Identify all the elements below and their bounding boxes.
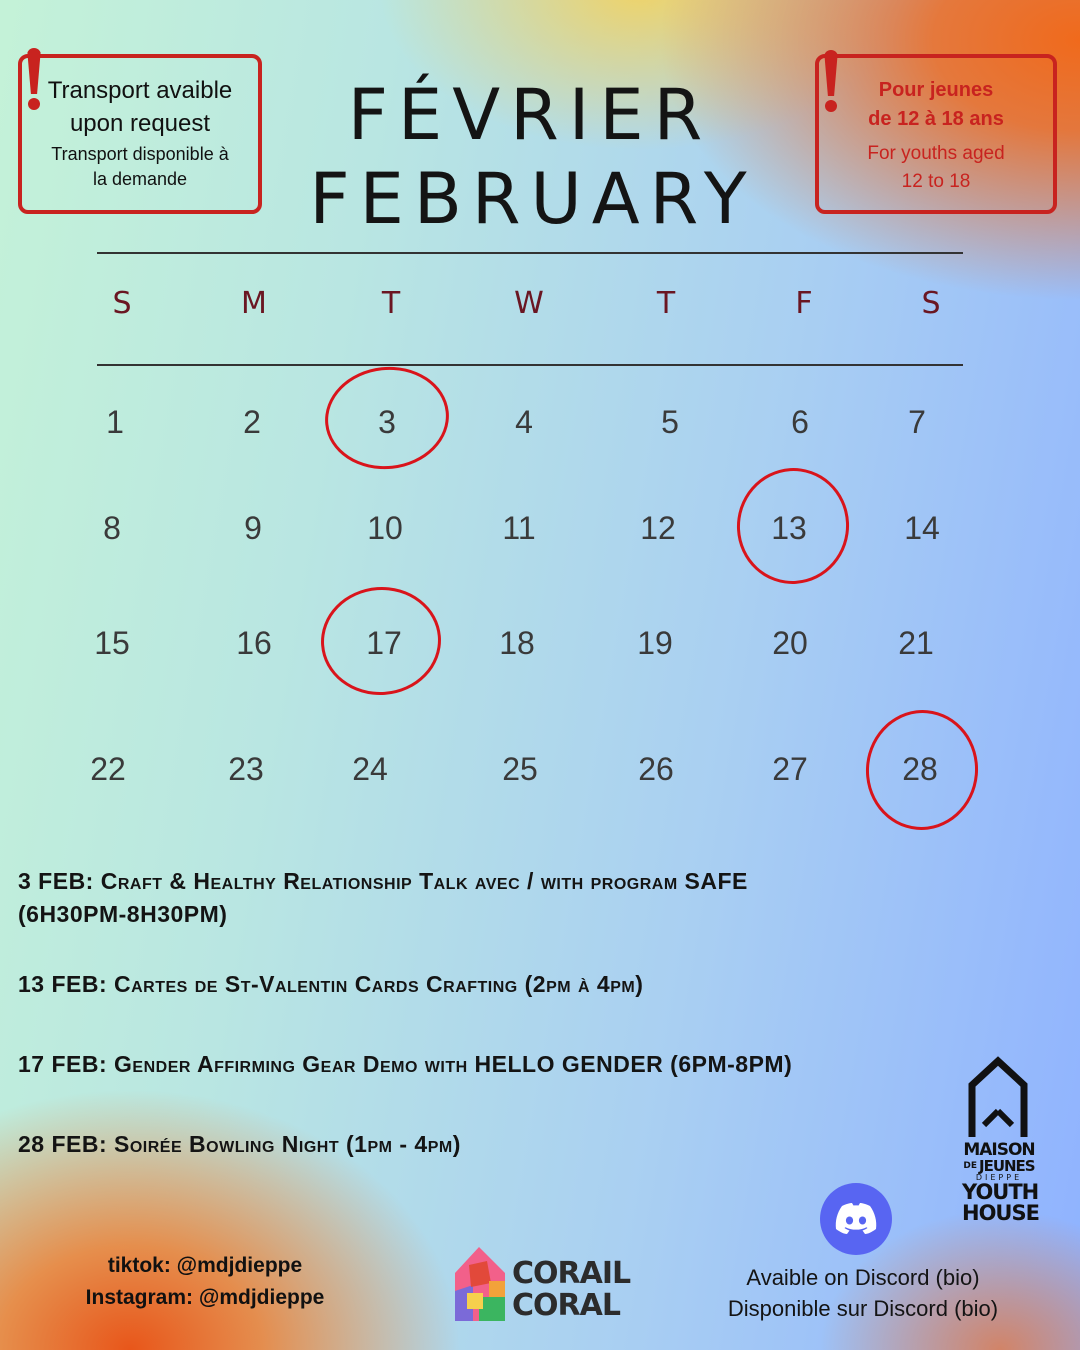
social-handles xyxy=(40,1250,370,1314)
corail-word: CORAIL xyxy=(512,1256,631,1291)
calendar-day: 5 xyxy=(661,404,679,440)
calendar-day: 6 xyxy=(791,404,809,440)
event-title: 28 FEB: Soirée Bowling Night (1pm - 4pm) xyxy=(18,1131,461,1157)
calendar-day: 10 xyxy=(367,510,403,546)
divider xyxy=(97,364,963,366)
calendar-day: 26 xyxy=(638,751,674,787)
calendar-day: 20 xyxy=(772,625,808,661)
discord-info xyxy=(690,1262,1036,1324)
calendar-day: 23 xyxy=(228,751,264,787)
event-item xyxy=(18,968,643,1001)
logo-word: DIEPPE xyxy=(975,1173,1023,1182)
discord-icon[interactable] xyxy=(820,1183,892,1255)
discord-glyph-icon xyxy=(834,1202,878,1236)
logo-word: DE xyxy=(963,1161,977,1171)
logo-word: JEUNES xyxy=(979,1157,1035,1175)
event-title: 17 FEB: Gender Affirming Gear Demo with HELLO GENDER (6PM-8PM) xyxy=(18,1051,793,1077)
notice-line-2: upon request xyxy=(69,110,211,137)
tiktok-handle[interactable]: tiktok: @mdjdieppe xyxy=(107,1254,303,1277)
weekday-saturday: S xyxy=(921,286,941,321)
weekday-monday: M xyxy=(241,286,267,321)
age-line-2: de 12 à 18 ans xyxy=(868,108,1004,130)
event-title: 3 FEB: Craft & Healthy Relationship Talk avec / with program SAFE xyxy=(18,868,748,894)
title-french: FÉVRIER xyxy=(347,74,713,156)
calendar-day: 8 xyxy=(103,510,121,546)
weekday-thursday: T xyxy=(656,286,676,321)
coral-word: CORAL xyxy=(512,1288,620,1323)
calendar-day: 22 xyxy=(90,751,126,787)
event-item xyxy=(18,1128,461,1161)
calendar-day: 28 xyxy=(902,751,938,787)
notice-line-4: la demande xyxy=(92,169,188,189)
calendar-day: 14 xyxy=(904,510,940,546)
event-item xyxy=(18,865,748,931)
calendar-day: 12 xyxy=(640,510,676,546)
corail-logo-icon xyxy=(449,1241,511,1323)
corail-logo-text xyxy=(512,1258,630,1322)
calendar-day: 9 xyxy=(244,510,262,546)
calendar-day: 17 xyxy=(366,625,402,661)
age-line-4: 12 to 18 xyxy=(901,171,971,192)
weekday-tuesday: T xyxy=(381,286,401,321)
maison-logo-text xyxy=(962,1140,1039,1225)
event-time: (6H30PM-8H30PM) xyxy=(18,901,228,927)
calendar-day: 2 xyxy=(243,404,261,440)
event-circle xyxy=(729,461,856,591)
calendar-day: 18 xyxy=(499,625,535,661)
logo-word: MAISON xyxy=(963,1140,1035,1160)
age-line-1: Pour jeunes xyxy=(878,79,994,101)
weekday-sunday: S xyxy=(112,286,132,321)
calendar-day: 19 xyxy=(637,625,673,661)
calendar-day: 25 xyxy=(502,751,538,787)
calendar-day: 13 xyxy=(771,510,807,546)
calendar-day: 21 xyxy=(898,625,934,661)
weekday-wednesday: W xyxy=(514,286,544,321)
logo-word: YOUTH xyxy=(962,1180,1039,1204)
calendar-day: 27 xyxy=(772,751,808,787)
calendar-day: 4 xyxy=(515,404,533,440)
calendar-day: 3 xyxy=(378,404,396,440)
calendar-day: 24 xyxy=(352,751,388,787)
calendar-day: 7 xyxy=(908,404,926,440)
calendar-day: 16 xyxy=(236,625,272,661)
logo-word: HOUSE xyxy=(962,1201,1039,1225)
age-line-3: For youths aged xyxy=(867,143,1005,164)
house-logo-icon xyxy=(966,1055,1030,1139)
event-title: 13 FEB: Cartes de St-Valentin Cards Crafting (2pm à 4pm) xyxy=(18,971,644,997)
weekday-friday: F xyxy=(795,286,813,321)
calendar-day: 15 xyxy=(94,625,130,661)
notice-line-1: Transport avaible xyxy=(47,77,233,104)
event-circle xyxy=(320,361,454,475)
divider xyxy=(97,252,963,254)
event-circle xyxy=(317,583,444,699)
calendar-day: 1 xyxy=(106,404,124,440)
discord-line-2: Disponible sur Discord (bio) xyxy=(727,1296,999,1321)
event-item xyxy=(18,1048,792,1081)
instagram-handle[interactable]: Instagram: @mdjdieppe xyxy=(85,1286,325,1309)
calendar-day: 11 xyxy=(502,510,536,546)
notice-line-3: Transport disponible à xyxy=(51,144,229,164)
event-circle xyxy=(861,705,983,834)
title-english: FEBRUARY xyxy=(309,158,757,240)
discord-line-1: Avaible on Discord (bio) xyxy=(746,1265,980,1290)
